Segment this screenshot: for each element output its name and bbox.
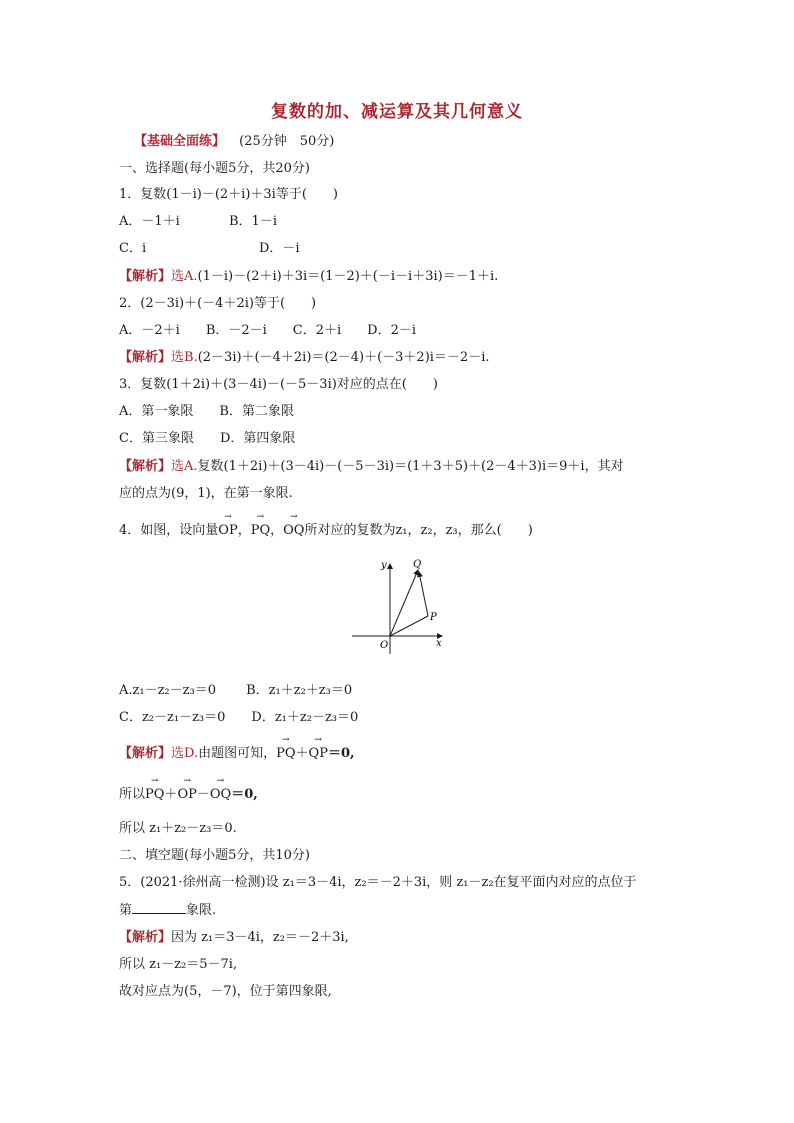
separator: ， (237, 523, 251, 538)
question-5-stem-line2 (119, 901, 216, 920)
section-heading-fill: 二、填空题(每小题5分，共10分) (119, 848, 310, 863)
header-line (134, 133, 334, 151)
question-5-stem: 5．(2021·徐州高一检测)设 z₁＝3－4i，z₂＝－2＋3i，则 z₁－z₂在复平面内对应的点位于 (119, 875, 637, 890)
x-axis-label: x (436, 638, 442, 649)
stem-text: 第 (119, 903, 133, 918)
solution-tag: 【解析】 (119, 459, 172, 474)
separator: ， (270, 523, 284, 538)
option-d: D．－i (259, 241, 300, 256)
vector-oq: → OQ (210, 786, 231, 804)
y-axis-label: y (381, 560, 387, 571)
solution-tag: 【解析】 (119, 930, 172, 945)
vector-pq-line (419, 572, 428, 616)
operator: ＋ (295, 746, 309, 761)
question-1-options-cd (119, 240, 300, 258)
solution-tag: 【解析】 (119, 269, 172, 284)
question-2-options: A．－2＋i B．－2－i C．2＋i D．2－i (119, 323, 417, 338)
question-4-solution (119, 745, 355, 763)
question-4-stem (119, 522, 533, 540)
solution-text: 复数(1＋2i)＋(3－4i)－(－5－3i)＝(1＋3＋5)＋(2－4＋3)i＝9＋i，其对 (197, 459, 624, 474)
question-3-solution-cont: 应的点为(9，1)，在第一象限. (119, 486, 293, 501)
solution-choice: 选A. (171, 269, 198, 284)
question-2-stem: 2．(2－3i)＋(－4＋2i)等于( ) (119, 296, 317, 311)
solution-text: 由题图可知， (198, 746, 277, 761)
solution-text: (1－i)－(2＋i)＋3i＝(1－2)＋(－i－i＋3i)＝－1＋i. (197, 269, 499, 284)
stem-text: 所对应的复数为z₁，z₂，z₃，那么( ) (304, 523, 533, 538)
question-5-solution-line3: 故对应点为(5，－7)，位于第四象限, (119, 984, 332, 999)
question-3-options-ab: A．第一象限 B．第二象限 (119, 404, 294, 419)
question-5-solution-line2: 所以 z₁－z₂＝5－7i, (119, 957, 238, 972)
question-5-solution (119, 929, 349, 947)
vector-pq: → PQ (145, 786, 164, 804)
vector-qp: → QP (309, 745, 328, 763)
question-3-stem: 3．复数(1＋2i)＋(3－4i)－(－5－3i)对应的点在( ) (119, 377, 438, 392)
option-a: A．－1＋i (119, 214, 180, 229)
solution-text: 所以 (119, 787, 146, 802)
question-1-solution (119, 268, 498, 286)
solution-choice: 选A. (171, 459, 198, 474)
page-title: 复数的加、减运算及其几何意义 (271, 102, 523, 122)
stem-text: 象限. (186, 903, 217, 918)
solution-tag: 【解析】 (119, 746, 172, 761)
solution-choice: 选D. (171, 746, 199, 761)
vector-op: → OP (218, 522, 237, 540)
stem-text: 4．如图，设向量 (119, 523, 219, 538)
option-b: B．1－i (229, 214, 277, 229)
section-tag: 【基础全面练】 (134, 134, 226, 149)
equation-result: ＝0, (231, 787, 258, 802)
operator: ＋ (164, 787, 178, 802)
point-q-label: Q (413, 559, 422, 570)
question-3-options-cd: C．第三象限 D．第四象限 (119, 431, 296, 446)
solution-tag: 【解析】 (119, 350, 172, 365)
question-3-solution (119, 458, 624, 476)
vector-op-line (390, 616, 428, 636)
vector-figure (350, 558, 450, 656)
origin-label: O (380, 640, 389, 651)
point-p-label: P (430, 612, 437, 623)
question-1-options-ab (119, 213, 277, 231)
question-4-options-ab: A.z₁－z₂－z₃＝0 B．z₁＋z₂＋z₃＝0 (119, 683, 353, 698)
question-2-solution (119, 349, 489, 367)
question-4-solution-line2 (119, 786, 258, 804)
vector-op: → OP (177, 786, 196, 804)
section-heading-choice: 一、选择题(每小题5分，共20分) (119, 161, 310, 176)
vector-oq-line (390, 570, 418, 636)
option-c: C．i (119, 241, 147, 256)
vector-pq: → PQ (251, 522, 270, 540)
solution-text: (2－3i)＋(－4＋2i)＝(2－4)＋(－3＋2)i＝－2－i. (197, 350, 490, 365)
vector-pq: → PQ (276, 745, 295, 763)
question-1-stem: 1．复数(1－i)－(2＋i)＋3i等于( ) (119, 187, 338, 202)
equation-result: ＝0, (327, 746, 355, 761)
answer-blank[interactable] (132, 901, 186, 914)
solution-text: 因为 z₁＝3－4i，z₂＝－2＋3i, (171, 930, 349, 945)
vector-oq: → OQ (283, 522, 304, 540)
question-4-solution-line3: 所以 z₁＋z₂－z₃＝0. (119, 821, 237, 836)
question-4-options-cd: C．z₂－z₁－z₃＝0 D．z₁＋z₂－z₃＝0 (119, 710, 359, 725)
solution-choice: 选B. (171, 350, 198, 365)
operator: － (196, 787, 210, 802)
time-info: (25分钟 50分) (239, 134, 335, 149)
